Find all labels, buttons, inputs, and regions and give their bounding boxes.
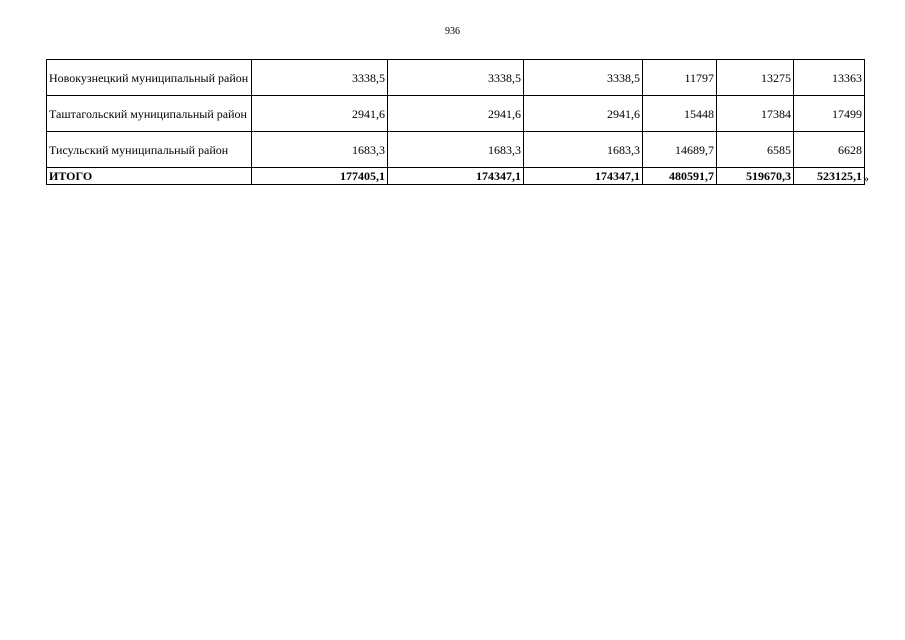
value-cell: 3338,5 [524, 60, 643, 96]
district-name-cell: Новокузнецкий муниципальный район [47, 60, 252, 96]
value-cell: 14689,7 [643, 132, 717, 168]
total-value-cell: 174347,1 [388, 168, 524, 185]
closing-quote-mark: » [863, 171, 869, 185]
district-name-cell: Тисульский муниципальный район [47, 132, 252, 168]
table-row [47, 132, 865, 168]
value-cell: 13363 [794, 60, 865, 96]
value-cell: 15448 [643, 96, 717, 132]
value-cell: 1683,3 [388, 132, 524, 168]
value-cell: 17499 [794, 96, 865, 132]
total-value-cell: 480591,7 [643, 168, 717, 185]
value-cell: 11797 [643, 60, 717, 96]
total-value-cell: 519670,3 [717, 168, 794, 185]
page-number: 936 [445, 26, 460, 37]
data-table [46, 59, 865, 185]
value-cell: 6628 [794, 132, 865, 168]
value-cell: 17384 [717, 96, 794, 132]
total-row [47, 168, 865, 185]
value-cell: 1683,3 [524, 132, 643, 168]
value-cell: 2941,6 [388, 96, 524, 132]
table-row [47, 60, 865, 96]
value-cell: 2941,6 [252, 96, 388, 132]
value-cell: 1683,3 [252, 132, 388, 168]
total-value-cell: 174347,1 [524, 168, 643, 185]
value-cell: 2941,6 [524, 96, 643, 132]
total-value-cell: 177405,1 [252, 168, 388, 185]
total-label-cell: ИТОГО [47, 168, 252, 185]
value-cell: 6585 [717, 132, 794, 168]
district-name-cell: Таштагольский муниципальный район [47, 96, 252, 132]
total-value-cell: 523125,1 [794, 168, 865, 185]
value-cell: 3338,5 [252, 60, 388, 96]
value-cell: 13275 [717, 60, 794, 96]
table-row [47, 96, 865, 132]
value-cell: 3338,5 [388, 60, 524, 96]
